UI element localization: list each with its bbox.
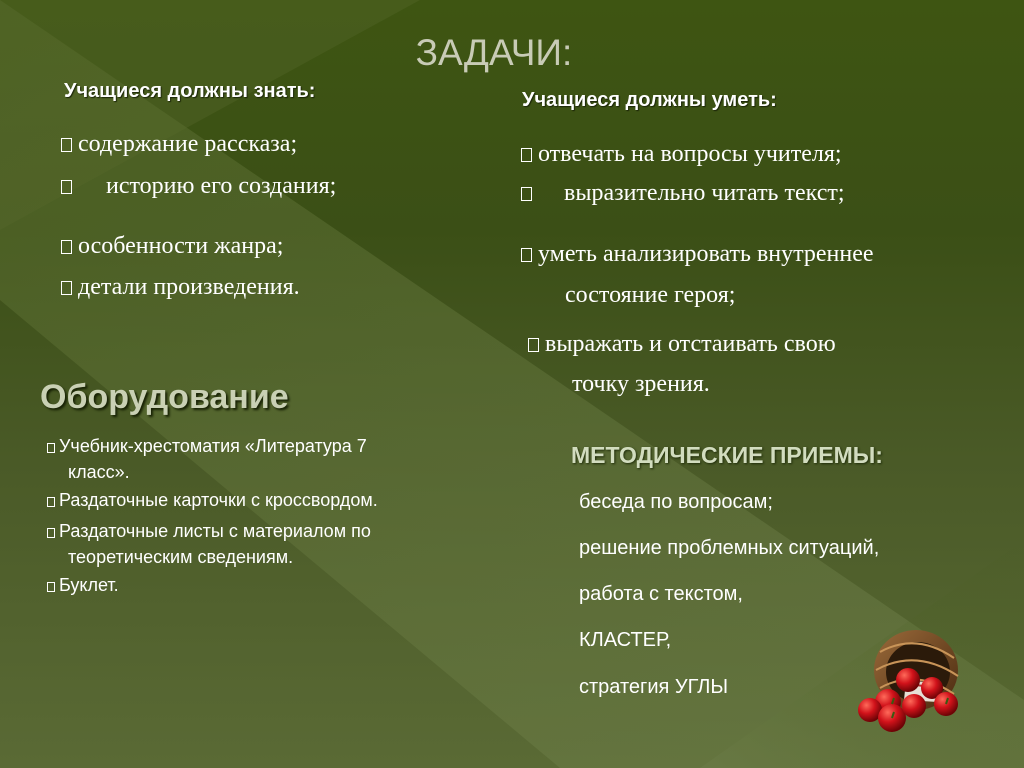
able-item (521, 141, 842, 168)
bullet-box-icon (61, 240, 72, 254)
able-item-text: уметь анализировать внутреннее (538, 241, 874, 267)
bullet-box-icon (521, 187, 532, 201)
method-item: решение проблемных ситуаций, (579, 537, 880, 559)
equipment-item-text: Учебник-хрестоматия «Литература 7 (59, 436, 367, 456)
equipment-item-continuation: класс». (68, 462, 130, 482)
able-item-text: выразительно читать текст; (564, 180, 845, 206)
bullet-box-icon (521, 248, 532, 262)
equipment-item-continuation: теоретическим сведениям. (68, 547, 294, 567)
method-item: беседа по вопросам; (579, 491, 773, 513)
equipment-item (47, 436, 367, 457)
know-item (61, 131, 297, 158)
methods-heading: МЕТОДИЧЕСКИЕ ПРИЕМЫ: (571, 442, 883, 468)
bullet-box-icon (47, 443, 55, 453)
know-item (61, 233, 283, 260)
know-item (61, 274, 300, 301)
equipment-item-text: Раздаточные листы с материалом по (59, 521, 371, 541)
bullet-box-icon (61, 138, 72, 152)
method-item: КЛАСТЕР, (579, 629, 672, 651)
able-item (521, 180, 845, 207)
bullet-box-icon (528, 338, 539, 352)
able-item (528, 331, 836, 358)
page-title: ЗАДАЧИ: (415, 32, 573, 73)
know-item (61, 173, 336, 200)
method-item: стратегия УГЛЫ (579, 676, 729, 698)
method-item: работа с текстом, (579, 583, 743, 605)
able-heading: Учащиеся должны уметь: (522, 89, 777, 111)
bullet-box-icon (61, 281, 72, 295)
bullet-box-icon (47, 497, 55, 507)
apple-basket-icon (846, 622, 966, 732)
equipment-item-text: Буклет. (59, 575, 119, 595)
able-item (521, 241, 874, 268)
able-item-continuation: точку зрения. (572, 371, 710, 397)
able-item-text: выражать и отстаивать свою (545, 331, 836, 357)
bullet-box-icon (521, 148, 532, 162)
know-heading: Учащиеся должны знать: (64, 80, 316, 102)
bullet-box-icon (47, 582, 55, 592)
equipment-item (47, 521, 371, 542)
know-item-text: историю его создания; (106, 173, 337, 199)
able-item-text: отвечать на вопросы учителя; (538, 141, 842, 167)
bullet-box-icon (61, 180, 72, 194)
equipment-item (47, 490, 378, 511)
equipment-item-text: Раздаточные карточки с кроссвордом. (59, 490, 378, 510)
know-item-text: содержание рассказа; (78, 131, 298, 157)
equipment-item (47, 575, 119, 596)
able-item-continuation: состояние героя; (565, 282, 736, 308)
equipment-heading: Оборудование (40, 378, 289, 416)
know-item-text: особенности жанра; (78, 233, 284, 259)
know-item-text: детали произведения. (78, 274, 300, 300)
bullet-box-icon (47, 528, 55, 538)
